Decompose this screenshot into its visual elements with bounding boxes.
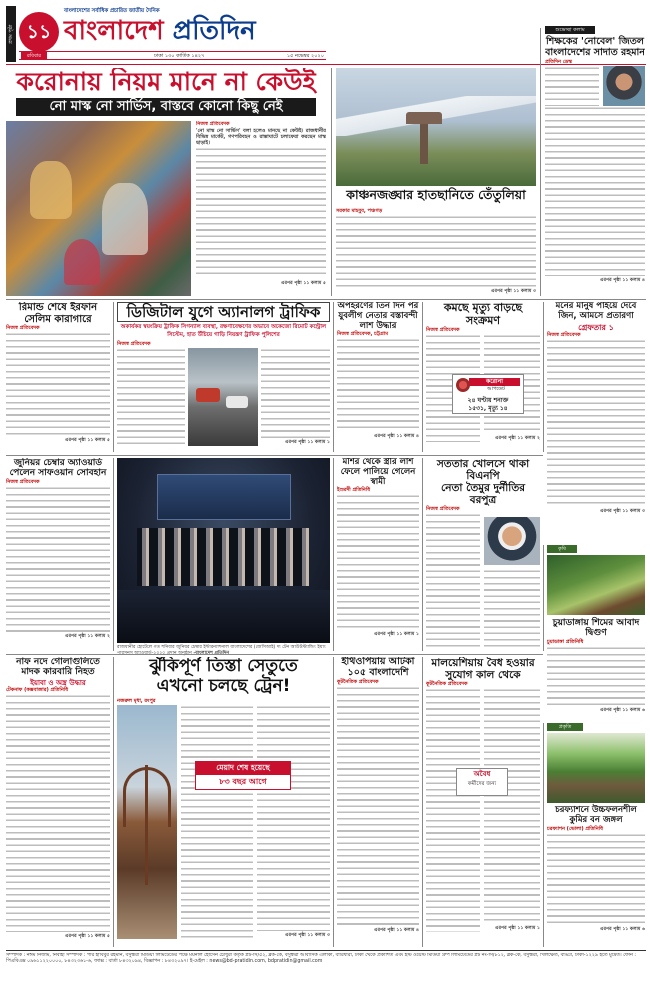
kanchen-jump: এরপর পৃষ্ঠা ১১ কলাম ৩ [491,289,536,294]
expiry-badge: মেয়াদ শেষ হয়েছে ৮৩ বছর আগে [195,761,291,791]
jinn-byline: নিজস্ব প্রতিবেদক [547,331,581,338]
lead-byline: নিজস্ব প্রতিবেদক [196,121,230,127]
traffic-headline: ডিজিটাল যুগে অ্যানালগ ট্রাফিক [117,302,330,322]
teacher-headline: শিক্ষকের 'নোবেল' জিতল বাংলাদেশের সাদাত রহমান [545,36,645,58]
lead-story [6,68,326,296]
date-en: ১৫ নভেম্বর ২০২০ [286,53,324,59]
traffic-photo [188,348,258,446]
naf-byline: টেকনাফ (কক্সবাজার) প্রতিনিধি [6,686,69,693]
jinn-headline: মনের মানুষ পাইয়ে দেবে জিন, আমসে প্রতারণা [555,302,637,321]
mountain-photo [336,68,536,186]
rimand-story [6,302,110,452]
crowd-photo [6,121,191,296]
malaysia-jump: এরপর পৃষ্ঠা ১১ কলাম ১ [495,926,540,932]
tista-headline-a: ঝুঁকিপূর্ণ তিস্তা সেতুতে [149,657,298,676]
ethiopia-headline: ইথিওপিয়ায় আটকা ১০৫ বাংলাদেশি [341,657,415,678]
covid-byline: নিজস্ব প্রতিবেদক [426,327,460,334]
teacher-byline: প্রতিদিন ডেস্ক [545,58,573,65]
malaysia-story [426,657,540,947]
krishi-jump: এরপর পৃষ্ঠা ১১ কলাম ৬ [600,707,645,713]
section-label-prokriti: প্রকৃতি [547,723,583,731]
junior-headline: জুনিয়র চেম্বার অ্যাওয়ার্ড পেলেন সাফওয়ান সোবহান [9,458,107,479]
malaysia-byline: কূটনৈতিক প্রতিবেদক [426,681,468,688]
taimur-portrait [484,517,540,565]
junior-story [6,458,110,651]
lead-subhead: নো মাস্ক নো সার্ভিস, বাস্তবে কোনো কিছু নেই [16,98,316,116]
abduction-story [337,302,419,452]
prokriti-body [547,833,645,925]
krishi-story [547,545,645,720]
virus-icon [456,378,470,392]
husband-body [337,494,419,630]
tista-headline-b: এখনো চলছে ট্রেন! [156,675,291,696]
tista-byline: নজরুল মৃধা, রংপুর [117,698,156,705]
malaysia-headline-a: মালয়েশিয়ায় বৈধ হওয়ার [431,657,535,669]
masthead [6,6,526,62]
abduction-headline: অপহরণের তিন দিন পর যুবলীগ নেতার বস্তাবন্দী লাশ উদ্ধার [337,302,419,331]
logo-badge: ১১ [19,12,59,52]
sadat-portrait [603,66,645,106]
jinn-subhead: গ্রেফতার ১ [578,322,614,332]
traffic-story [117,302,330,452]
junior-jump: এরপর পৃষ্ঠা ১১ কলাম ২ [65,633,110,639]
husband-byline: ইশুরদী প্রতিনিধি [337,487,371,494]
date-bn: ঢাকা ১৩০ কার্তিক ১৪২৭ [154,53,205,59]
imprint-footer: সম্পাদক : নঈম নিজাম, নির্বাহী সম্পাদক : পীর হাবিবুর রহমান, বসুন্ধরা মিডিয়া লিমিটেডের পক্ষে ময়নাল হোসেন চৌধুরী কর্তৃক প্লট-সি/৫২, ব্লক-কে, বসুন্ধরা আবাসিক এলাকা, বারিধারা, ঢাকা থেকে প্রকাশিত এবং ইস্ট ওয়েস্ট মিডিয়া গ্রুপ লিমিটেডের প্লট নং-সি/৮১২, ব্লক-কে, বসুন্ধরা, খিলক্ষেত, বাড্ডা, ঢাকা-১২২৯ হতে মুদ্রিত। ফোন : পিএবিএক্স ০৯৬১১২২০০০০, ৮৪৩২৩৬১-৬, ফ্যাক্স : বার্তা ৮৪৩২০৯৪, বিজ্ঞাপন : ৮৪৩২০৯৭। ই-মেইল : news@bd-pratidin.com, bdpratidin@gmail.com [6,953,636,965]
husband-jump: এরপর পৃষ্ঠা ১১ কলাম ১ [374,632,419,638]
kanchen-headline: কাঞ্চনজঙ্ঘার হাতছানিতে তেঁতুলিয়া [346,187,526,202]
covid-headline-a: কমছে মৃত্যু বাড়ছে [443,302,523,314]
jinn-body [547,339,645,507]
krishi-body [547,646,645,706]
lead-intro: 'নো মাস্ক নো সার্ভিস' বলা হলেও মানছে না কেউই। রাজধানীর বিভিন্ন মার্কেট, গণপরিবহন ও রাস্তাঘাটে চলাফেরা করছেন মাস্ক ছাড়াই। [196,128,326,147]
ethiopia-story [337,657,419,947]
bean-field-photo [547,555,645,615]
krishi-byline: চুয়াডাঙ্গা প্রতিনিধি [547,638,584,645]
jci-event-photo [117,458,330,643]
husband-story [337,458,419,651]
taimur-headline-a: সততার খোলসে থাকা বিএনপি [436,458,530,483]
abduction-jump: এরপর পৃষ্ঠা ১১ কলাম ৪ [374,434,419,440]
covid-headline-b: সংক্রমণ [466,313,500,327]
abduction-byline: নিজস্ব প্রতিবেদক, চট্টগ্রাম [337,331,388,338]
illegal-workers-box: অবৈধ কর্মীদের জন্য [456,768,508,796]
malaysia-headline-b: সুযোগ কাল থেকে [445,669,521,682]
junior-body [6,486,110,632]
husband-headline: মশির থেকে স্ত্রীর লাশ ফেলে পালিয়ে গেলেন স্বামী [340,458,416,487]
kanchen-story [336,68,536,296]
event-caption: রাজধানীর হোটেলে গত শনিবার জুনিয়র চেম্বার ইন্টারন্যাশনাল বাংলাদেশের (জেসিআই) দ্য টেন আউটস্ট্যান্ডিং ইয়াং পারসনস অ্যাওয়ার্ড-২০২০ প্রদান অনুষ্ঠান -বাংলাদেশ প্রতিদিন [117,645,326,656]
traffic-subhead: অকার্যকর স্বয়ংক্রিয় ট্রাফিক সিগন্যাল ব্যবস্থা, রক্ষণাবেক্ষণের অভাবে অকেজো রিমোট কন্ট্রোল সিস্টেম, হাত উঁচিয়ে গাড়ি নিয়ন্ত্রণ ট্রাফিক পুলিশের [120,324,327,338]
teacher-jump: এরপর পৃষ্ঠা ১১ কলাম ৪ [600,277,645,283]
naf-body [6,694,110,932]
ethiopia-body [337,686,419,926]
covid-story [426,302,540,452]
section-label-krishi: কৃষি [547,545,577,553]
teacher-story [545,26,645,294]
jinn-jump: এরপর পৃষ্ঠা ১১ কলাম ৩ [600,508,645,514]
naf-story [6,657,110,947]
ethiopia-byline: কূটনৈতিক প্রতিবেদক [337,678,379,685]
tista-bridge-photo [117,705,177,939]
covid-jump: এরপর পৃষ্ঠা ১১ কলাম ২ [495,436,540,442]
taimur-byline: নিজস্ব প্রতিবেদক [426,506,460,513]
kanchen-body [336,215,536,287]
paper-title: বাংলাদেশ প্রতিদিন [64,16,256,46]
day: রবিবার [21,52,47,60]
teacher-body [545,106,645,276]
prokriti-story [547,723,645,947]
traffic-byline: নিজস্ব প্রতিবেদক [117,341,151,347]
taimur-headline-b: নেতা তৈমুর দুর্নীতির বরপুত্র [441,482,525,507]
ethiopia-jump: এরপর পৃষ্ঠা ১১ কলাম ৪ [374,927,419,933]
naf-jump: এরপর পৃষ্ঠা ১১ কলাম ৫ [65,933,110,939]
naf-subhead: ইয়াবা ও অস্ত্র উদ্ধার [30,678,86,687]
page-label: প্রথম পৃষ্ঠা [6,6,16,62]
naf-headline: নাফ নদে গোলাগুলিতে মাদক কারবারি নিহত [16,657,100,678]
prokriti-headline: চরফ্যাশনে উচ্চফলনশীল কুমির বন জঙ্গল [555,805,637,825]
lead-headline: করোনায় নিয়ম মানে না কেউই [16,68,316,96]
rimand-byline: নিজস্ব প্রতিবেদক [6,325,40,331]
kanchen-byline: সরকার মাহবুব, পঞ্চগড় [336,208,383,214]
krishi-headline: চুয়াডাঙ্গায় শিমের আবাদ দ্বিগুণ [552,618,640,639]
prokriti-byline: চরফ্যাশন (ভোলা) প্রতিনিধি [547,825,603,832]
abduction-body [337,338,419,432]
tista-jump: এরপর পৃষ্ঠা ১১ কলাম ৩ [285,933,330,939]
lead-jump: এরপর পৃষ্ঠা ১১ কলাম ৫ [281,280,326,286]
traffic-jump: এরপর পৃষ্ঠা ১১ কলাম ১ [285,440,330,445]
covid-update-box: করোনা আপডেট ২৪ ঘণ্টায় শনাক্ত ১৫৩১, মৃত্যু ১৪ [452,374,524,414]
junior-byline: নিজস্ব প্রতিবেদক [6,478,40,485]
taimur-story [426,458,540,651]
jinn-story [547,302,645,542]
rimand-headline: রিমান্ড শেষে ইরফান সেলিম কারাগারে [18,302,98,325]
lead-body [196,147,326,279]
forest-photo [547,733,645,803]
tagline: বাংলাদেশের সর্বাধিক প্রচারিত জাতীয় দৈনিক [64,8,160,14]
tista-story [117,657,330,947]
prokriti-jump: এরপর পৃষ্ঠা ১১ কলাম ৬ [600,926,645,932]
rimand-jump: এরপর পৃষ্ঠা ১১ কলাম ৫ [65,438,110,443]
rimand-body [6,332,110,436]
section-label: শুভেচ্ছা কলাম [545,26,595,34]
dateline-bar [19,51,326,60]
